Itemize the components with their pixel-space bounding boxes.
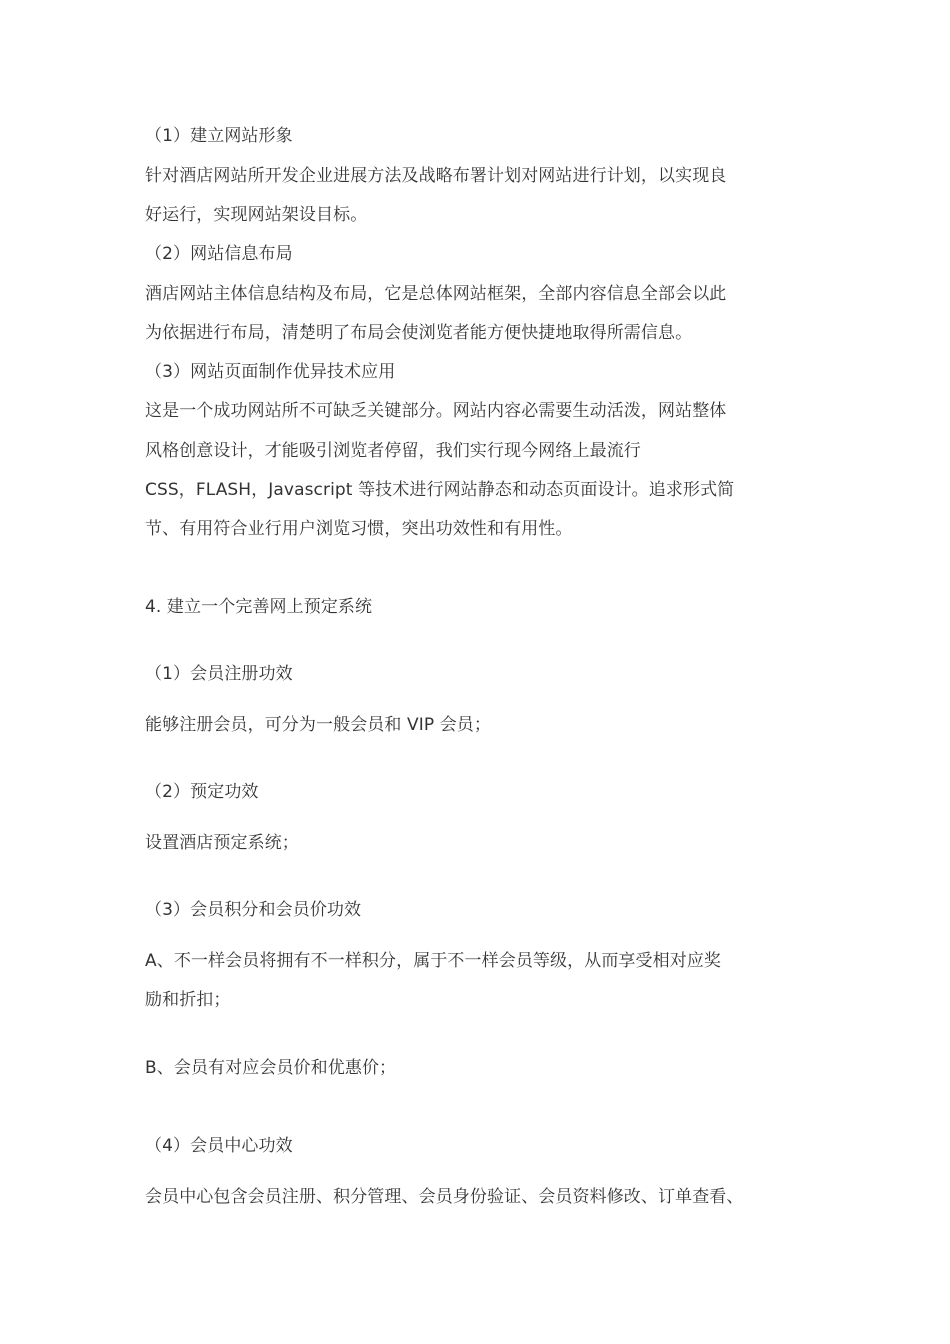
- paragraph-line: 能够注册会员，可分为一般会员和 VIP 会员；: [145, 715, 492, 735]
- subheading-info-layout: （2）网站信息布局: [145, 244, 293, 264]
- paragraph-line: 会员中心包含会员注册、积分管理、会员身份验证、会员资料修改、订单查看、: [145, 1187, 744, 1207]
- subheading-page-tech: （3）网站页面制作优异技术应用: [145, 362, 396, 382]
- paragraph-line: 这是一个成功网站所不可缺乏关键部分。网站内容必需要生动活泼，网站整体: [145, 401, 727, 421]
- subheading-member-points: （3）会员积分和会员价功效: [145, 900, 362, 920]
- paragraph-line: 设置酒店预定系统；: [145, 833, 299, 853]
- paragraph-line: 针对酒店网站所开发企业进展方法及战略布署计划对网站进行计划，以实现良: [145, 166, 727, 186]
- subheading-member-registration: （1）会员注册功效: [145, 664, 293, 684]
- paragraph-line: 好运行，实现网站架设目标。: [145, 205, 368, 225]
- paragraph-line: A、不一样会员将拥有不一样积分，属于不一样会员等级，从而享受相对应奖: [145, 951, 722, 971]
- subheading-member-center: （4）会员中心功效: [145, 1136, 293, 1156]
- paragraph-line: B、会员有对应会员价和优惠价；: [145, 1058, 397, 1078]
- subheading-booking: （2）预定功效: [145, 782, 259, 802]
- paragraph-line: 酒店网站主体信息结构及布局，它是总体网站框架，全部内容信息全部会以此: [145, 284, 727, 304]
- section-heading-booking-system: 4. 建立一个完善网上预定系统: [145, 597, 373, 617]
- paragraph-line: 风格创意设计，才能吸引浏览者停留，我们实行现今网络上最流行: [145, 441, 641, 461]
- paragraph-line: 节、有用符合业行用户浏览习惯，突出功效性和有用性。: [145, 519, 573, 539]
- subheading-website-image: （1）建立网站形象: [145, 126, 293, 146]
- paragraph-line: CSS，FLASH，Javascript 等技术进行网站静态和动态页面设计。追求形式简: [145, 480, 735, 500]
- paragraph-line: 励和折扣；: [145, 990, 231, 1010]
- paragraph-line: 为依据进行布局，清楚明了布局会使浏览者能方便快捷地取得所需信息。: [145, 323, 693, 343]
